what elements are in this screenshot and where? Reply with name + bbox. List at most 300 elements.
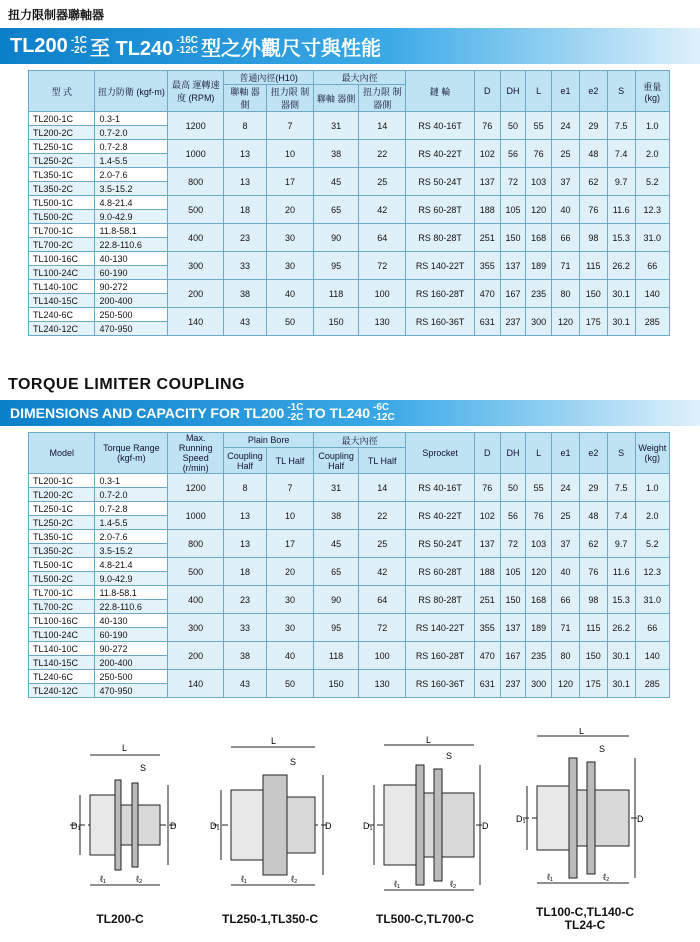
banner2-sup1: -1C: [287, 402, 304, 413]
cell-torque: 4.8-21.4: [95, 196, 168, 210]
cell-e2: 62: [579, 530, 607, 558]
cell-max-bore-coupling: 31: [314, 112, 359, 140]
cell-plain-bore-coupling: 23: [224, 586, 267, 614]
cell-S: 7.5: [607, 474, 635, 502]
cell-plain-bore-coupling: 13: [224, 140, 267, 168]
cell-model: TL350-1C: [29, 168, 95, 182]
cell-max-bore-coupling: 65: [314, 196, 359, 224]
cell-max-bore-tl: 72: [359, 252, 406, 280]
cell-torque: 40-130: [95, 252, 168, 266]
cell-max-bore-coupling: 45: [314, 168, 359, 196]
cell-sprocket: RS 60-28T: [406, 558, 475, 586]
cell-torque: 0.7-2.8: [95, 502, 168, 516]
cell-max-bore-coupling: 95: [314, 614, 359, 642]
cell-DH: 56: [500, 140, 526, 168]
cell-sprocket: RS 160-28T: [406, 280, 475, 308]
dim-D-label: D: [482, 821, 489, 831]
cell-weight: 140: [635, 280, 669, 308]
dim-L-label: L: [122, 743, 128, 753]
header-speed: 最高 運轉速度 (RPM): [168, 71, 224, 112]
cell-S: 26.2: [607, 614, 635, 642]
cell-max-bore-tl: 42: [359, 558, 406, 586]
cell-e1: 66: [552, 586, 580, 614]
cell-model: TL700-1C: [29, 224, 95, 238]
cell-plain-bore-tl: 20: [266, 558, 313, 586]
dim-l1-label: ℓ₁: [100, 874, 106, 884]
cell-max-bore-coupling: 65: [314, 558, 359, 586]
cell-S: 26.2: [607, 252, 635, 280]
cell-DH: 137: [500, 252, 526, 280]
diagram-tl250-tl350: [205, 735, 335, 895]
diagram-caption-2: TL250-1,TL350-C: [221, 912, 319, 926]
cell-S: 30.1: [607, 670, 635, 698]
cell-torque: 0.7-2.0: [95, 488, 168, 502]
cell-S: 9.7: [607, 168, 635, 196]
cell-weight: 66: [635, 614, 669, 642]
cell-plain-bore-tl: 40: [266, 280, 313, 308]
dim-l1-label: ℓ₁: [547, 872, 553, 882]
dim-l2-label: ℓ₂: [136, 874, 143, 884]
cell-max-bore-coupling: 31: [314, 474, 359, 502]
cell-model: TL700-1C: [29, 586, 95, 600]
dim-D-label: D: [170, 821, 177, 831]
cell-model: TL200-1C: [29, 474, 95, 488]
header-e1: e1: [552, 433, 580, 474]
cell-plain-bore-coupling: 23: [224, 224, 267, 252]
cell-e2: 98: [579, 586, 607, 614]
cell-torque: 1.4-5.5: [95, 516, 168, 530]
cell-plain-bore-coupling: 43: [224, 308, 267, 336]
cell-torque: 40-130: [95, 614, 168, 628]
cell-max-bore-tl: 22: [359, 140, 406, 168]
cell-DH: 167: [500, 280, 526, 308]
table2-body: [29, 474, 670, 698]
cell-model: TL100-24C: [29, 628, 95, 642]
cell-max-bore-tl: 42: [359, 196, 406, 224]
cell-DH: 105: [500, 196, 526, 224]
cell-max-bore-coupling: 118: [314, 280, 359, 308]
cell-speed: 400: [168, 586, 224, 614]
cell-plain-bore-coupling: 18: [224, 558, 267, 586]
spec-table-chinese: [28, 70, 670, 336]
cell-weight: 1.0: [635, 474, 669, 502]
cell-weight: 31.0: [635, 224, 669, 252]
cell-S: 15.3: [607, 224, 635, 252]
cell-plain-bore-coupling: 43: [224, 670, 267, 698]
cell-model: TL100-24C: [29, 266, 95, 280]
cell-plain-bore-coupling: 8: [224, 112, 267, 140]
cell-D: 188: [474, 196, 500, 224]
header-max-bore: 最大內徑: [314, 433, 406, 448]
table-row: [29, 614, 670, 628]
banner2-sub1: -2C: [287, 412, 304, 423]
cell-model: TL100-16C: [29, 252, 95, 266]
header-plain-bore: Plain Bore: [224, 433, 314, 448]
cell-model: TL350-2C: [29, 544, 95, 558]
cell-plain-bore-tl: 40: [266, 642, 313, 670]
cell-S: 7.5: [607, 112, 635, 140]
cell-D: 631: [474, 670, 500, 698]
cell-plain-bore-tl: 30: [266, 614, 313, 642]
diagram-caption-1: TL200-C: [96, 912, 144, 926]
cell-DH: 72: [500, 530, 526, 558]
table-row: [29, 168, 670, 182]
cell-max-bore-tl: 22: [359, 502, 406, 530]
cell-max-bore-tl: 72: [359, 614, 406, 642]
cell-torque: 60-190: [95, 266, 168, 280]
header-e2: e2: [579, 433, 607, 474]
cell-DH: 50: [500, 474, 526, 502]
cell-D: 251: [474, 586, 500, 614]
header-model: Model: [29, 433, 95, 474]
cell-D: 188: [474, 558, 500, 586]
cell-model: TL200-2C: [29, 488, 95, 502]
cell-model: TL200-1C: [29, 112, 95, 126]
cell-max-bore-tl: 100: [359, 280, 406, 308]
cell-model: TL500-2C: [29, 572, 95, 586]
cell-weight: 1.0: [635, 112, 669, 140]
cell-S: 30.1: [607, 642, 635, 670]
cell-plain-bore-coupling: 38: [224, 642, 267, 670]
cell-sprocket: RS 40-16T: [406, 474, 475, 502]
dim-D-label: D: [325, 821, 332, 831]
cell-e1: 66: [552, 224, 580, 252]
table-row: [29, 252, 670, 266]
cell-S: 9.7: [607, 530, 635, 558]
cell-D: 631: [474, 308, 500, 336]
cell-torque: 22.8-110.6: [95, 600, 168, 614]
cell-S: 11.6: [607, 196, 635, 224]
dim-D1-label: D₁: [516, 814, 526, 824]
cell-L: 103: [526, 530, 552, 558]
cell-model: TL100-16C: [29, 614, 95, 628]
cell-DH: 72: [500, 168, 526, 196]
cell-speed: 140: [168, 308, 224, 336]
cell-torque: 0.7-2.0: [95, 126, 168, 140]
table1-body: [29, 112, 670, 336]
cell-L: 55: [526, 474, 552, 502]
cell-torque: 0.7-2.8: [95, 140, 168, 154]
cell-L: 103: [526, 168, 552, 196]
cell-S: 15.3: [607, 586, 635, 614]
banner1-sup2: -16C: [176, 35, 198, 46]
dim-S-label: S: [446, 751, 453, 761]
cell-plain-bore-coupling: 13: [224, 168, 267, 196]
header-tl-half-max: 扭力限 制器側: [359, 85, 406, 112]
coupling-drawing-2: [205, 735, 335, 895]
cell-e1: 24: [552, 474, 580, 502]
cell-e1: 37: [552, 530, 580, 558]
cell-speed: 1200: [168, 112, 224, 140]
banner1-suffix: 型之外觀尺寸與性能: [200, 37, 381, 60]
cell-max-bore-tl: 25: [359, 168, 406, 196]
cell-max-bore-tl: 64: [359, 224, 406, 252]
cell-sprocket: RS 80-28T: [406, 224, 475, 252]
cell-sprocket: RS 160-36T: [406, 308, 475, 336]
cell-torque: 3.5-15.2: [95, 182, 168, 196]
table-row: [29, 530, 670, 544]
header-D: D: [474, 433, 500, 474]
cell-max-bore-coupling: 150: [314, 670, 359, 698]
banner2-sup2: -6C: [373, 402, 390, 413]
cell-e2: 62: [579, 168, 607, 196]
cell-plain-bore-tl: 50: [266, 308, 313, 336]
header-tl-half-max: TL Half: [359, 448, 406, 474]
cell-L: 189: [526, 252, 552, 280]
dim-S-label: S: [140, 763, 147, 773]
cell-torque: 470-950: [95, 684, 168, 698]
cell-plain-bore-coupling: 33: [224, 252, 267, 280]
cell-model: TL140-10C: [29, 642, 95, 656]
dim-L-label: L: [271, 736, 277, 746]
cell-torque: 0.3-1: [95, 112, 168, 126]
cell-DH: 150: [500, 224, 526, 252]
cell-S: 11.6: [607, 558, 635, 586]
cell-max-bore-tl: 130: [359, 308, 406, 336]
banner2-prefix: DIMENSIONS AND CAPACITY FOR TL200: [10, 405, 285, 421]
table-row: [29, 586, 670, 600]
english-title-banner: [0, 400, 700, 426]
cell-weight: 31.0: [635, 586, 669, 614]
header-sprocket: 鏈 輪: [406, 71, 475, 112]
cell-weight: 5.2: [635, 530, 669, 558]
cell-DH: 150: [500, 586, 526, 614]
cell-max-bore-coupling: 150: [314, 308, 359, 336]
cell-L: 235: [526, 280, 552, 308]
coupling-drawing-1: [60, 735, 180, 895]
banner1-prefix: TL200: [10, 34, 68, 57]
cell-model: TL240-12C: [29, 684, 95, 698]
dim-S-label: S: [290, 757, 297, 767]
header-coupling-half: Coupling Half: [224, 448, 267, 474]
cell-L: 235: [526, 642, 552, 670]
cell-e2: 115: [579, 614, 607, 642]
cell-D: 76: [474, 112, 500, 140]
cell-D: 76: [474, 474, 500, 502]
cell-sprocket: RS 40-22T: [406, 502, 475, 530]
cell-DH: 56: [500, 502, 526, 530]
table-row: [29, 196, 670, 210]
dim-l2-label: ℓ₂: [291, 874, 298, 884]
cell-speed: 300: [168, 252, 224, 280]
section-title: TORQUE LIMITER COUPLING: [8, 376, 245, 393]
cell-torque: 2.0-7.6: [95, 168, 168, 182]
dim-D1-label: D₁: [210, 821, 220, 831]
cell-model: TL140-15C: [29, 294, 95, 308]
cell-e2: 175: [579, 670, 607, 698]
cell-model: TL500-1C: [29, 558, 95, 572]
header-L: L: [526, 71, 552, 112]
cell-e2: 76: [579, 196, 607, 224]
cell-speed: 200: [168, 642, 224, 670]
cell-sprocket: RS 80-28T: [406, 586, 475, 614]
diagram-tl500-tl700: [360, 735, 490, 895]
cell-torque: 0.3-1: [95, 474, 168, 488]
cell-plain-bore-tl: 7: [266, 474, 313, 502]
cell-e1: 24: [552, 112, 580, 140]
header-plain-bore: 普通內徑(H10): [224, 71, 314, 85]
cell-speed: 500: [168, 196, 224, 224]
cell-plain-bore-coupling: 38: [224, 280, 267, 308]
cell-model: TL500-2C: [29, 210, 95, 224]
diagram-tl100-tl140-tl24: [515, 728, 645, 888]
header-tl-half: TL Half: [266, 448, 313, 474]
header-sprocket: Sprocket: [406, 433, 475, 474]
cell-DH: 50: [500, 112, 526, 140]
cell-S: 7.4: [607, 140, 635, 168]
cell-torque: 200-400: [95, 656, 168, 670]
cell-DH: 137: [500, 614, 526, 642]
cell-max-bore-coupling: 38: [314, 140, 359, 168]
cell-e1: 80: [552, 280, 580, 308]
header-coupling-half-max: 聯軸 器側: [314, 85, 359, 112]
cell-e1: 120: [552, 308, 580, 336]
cell-speed: 140: [168, 670, 224, 698]
cell-speed: 1000: [168, 140, 224, 168]
header-S: S: [607, 433, 635, 474]
cell-e2: 150: [579, 280, 607, 308]
header-e1: e1: [552, 71, 580, 112]
cell-model: TL250-2C: [29, 154, 95, 168]
cell-torque: 22.8-110.6: [95, 238, 168, 252]
cell-max-bore-coupling: 95: [314, 252, 359, 280]
table-row: [29, 670, 670, 684]
table-row: [29, 502, 670, 516]
dim-D1-label: D₁: [71, 821, 81, 831]
table-row: [29, 474, 670, 488]
cell-torque: 200-400: [95, 294, 168, 308]
cell-e2: 98: [579, 224, 607, 252]
cell-plain-bore-coupling: 18: [224, 196, 267, 224]
cell-torque: 250-500: [95, 670, 168, 684]
cell-plain-bore-tl: 7: [266, 112, 313, 140]
cell-e2: 115: [579, 252, 607, 280]
cell-plain-bore-tl: 17: [266, 530, 313, 558]
cell-sprocket: RS 140-22T: [406, 614, 475, 642]
banner1-sup1: -1C: [70, 35, 87, 46]
table-row: [29, 112, 670, 126]
header-D: D: [474, 71, 500, 112]
banner2-mid: TO TL240: [306, 405, 370, 421]
cell-torque: 9.0-42.9: [95, 572, 168, 586]
cell-weight: 285: [635, 308, 669, 336]
cell-model: TL500-1C: [29, 196, 95, 210]
table-row: [29, 642, 670, 656]
cell-weight: 5.2: [635, 168, 669, 196]
cell-model: TL240-6C: [29, 670, 95, 684]
cell-speed: 500: [168, 558, 224, 586]
table-row: [29, 308, 670, 322]
cell-torque: 250-500: [95, 308, 168, 322]
cell-max-bore-coupling: 90: [314, 586, 359, 614]
cell-e1: 71: [552, 252, 580, 280]
dim-l2-label: ℓ₂: [450, 879, 457, 889]
cell-plain-bore-tl: 17: [266, 168, 313, 196]
dim-l2-label: ℓ₂: [603, 872, 610, 882]
header-model: 型 式: [29, 71, 95, 112]
cell-sprocket: RS 40-22T: [406, 140, 475, 168]
cell-plain-bore-tl: 30: [266, 252, 313, 280]
cell-max-bore-tl: 25: [359, 530, 406, 558]
coupling-drawing-3: [360, 735, 490, 895]
table-row: [29, 280, 670, 294]
cell-torque: 470-950: [95, 322, 168, 336]
header-coupling-half-max: Coupling Half: [314, 448, 359, 474]
cell-DH: 105: [500, 558, 526, 586]
cell-L: 168: [526, 224, 552, 252]
spec-table-english: [28, 432, 670, 698]
cell-model: TL700-2C: [29, 238, 95, 252]
cell-D: 137: [474, 168, 500, 196]
cell-model: TL700-2C: [29, 600, 95, 614]
cell-e1: 25: [552, 502, 580, 530]
dim-L-label: L: [579, 728, 585, 736]
cell-sprocket: RS 140-22T: [406, 252, 475, 280]
cell-model: TL140-15C: [29, 656, 95, 670]
dim-D-label: D: [637, 814, 644, 824]
table-row: [29, 140, 670, 154]
cell-DH: 237: [500, 308, 526, 336]
cell-max-bore-coupling: 118: [314, 642, 359, 670]
cell-weight: 2.0: [635, 502, 669, 530]
cell-torque: 11.8-58.1: [95, 586, 168, 600]
cell-S: 7.4: [607, 502, 635, 530]
cell-speed: 1000: [168, 502, 224, 530]
header-torque: 扭力防衛 (kgf-m): [95, 71, 168, 112]
dim-D1-label: D₁: [363, 821, 373, 831]
header-S: S: [607, 71, 635, 112]
cell-e1: 120: [552, 670, 580, 698]
cell-max-bore-tl: 130: [359, 670, 406, 698]
cell-plain-bore-coupling: 33: [224, 614, 267, 642]
cell-speed: 300: [168, 614, 224, 642]
cell-DH: 167: [500, 642, 526, 670]
cell-plain-bore-coupling: 8: [224, 474, 267, 502]
cell-weight: 66: [635, 252, 669, 280]
cell-speed: 200: [168, 280, 224, 308]
cell-model: TL250-1C: [29, 502, 95, 516]
cell-model: TL240-6C: [29, 308, 95, 322]
cell-plain-bore-tl: 30: [266, 586, 313, 614]
cell-e2: 29: [579, 112, 607, 140]
cell-plain-bore-coupling: 13: [224, 502, 267, 530]
cell-D: 470: [474, 642, 500, 670]
header-DH: DH: [500, 433, 526, 474]
table-row: [29, 224, 670, 238]
cell-torque: 2.0-7.6: [95, 530, 168, 544]
cell-torque: 1.4-5.5: [95, 154, 168, 168]
cell-e2: 29: [579, 474, 607, 502]
diagram-tl200-c: [60, 735, 180, 895]
header-speed: Max. Running Speed (r/min): [168, 433, 224, 474]
cell-torque: 90-272: [95, 280, 168, 294]
cell-L: 168: [526, 586, 552, 614]
cell-max-bore-coupling: 90: [314, 224, 359, 252]
cell-e1: 25: [552, 140, 580, 168]
cell-model: TL250-2C: [29, 516, 95, 530]
cell-S: 30.1: [607, 280, 635, 308]
header-weight: 重量 (kg): [635, 71, 669, 112]
cell-plain-bore-coupling: 13: [224, 530, 267, 558]
cell-max-bore-coupling: 45: [314, 530, 359, 558]
cell-L: 300: [526, 308, 552, 336]
cell-weight: 140: [635, 642, 669, 670]
cell-D: 102: [474, 140, 500, 168]
header-L: L: [526, 433, 552, 474]
cell-L: 55: [526, 112, 552, 140]
cell-speed: 400: [168, 224, 224, 252]
cell-model: TL200-2C: [29, 126, 95, 140]
